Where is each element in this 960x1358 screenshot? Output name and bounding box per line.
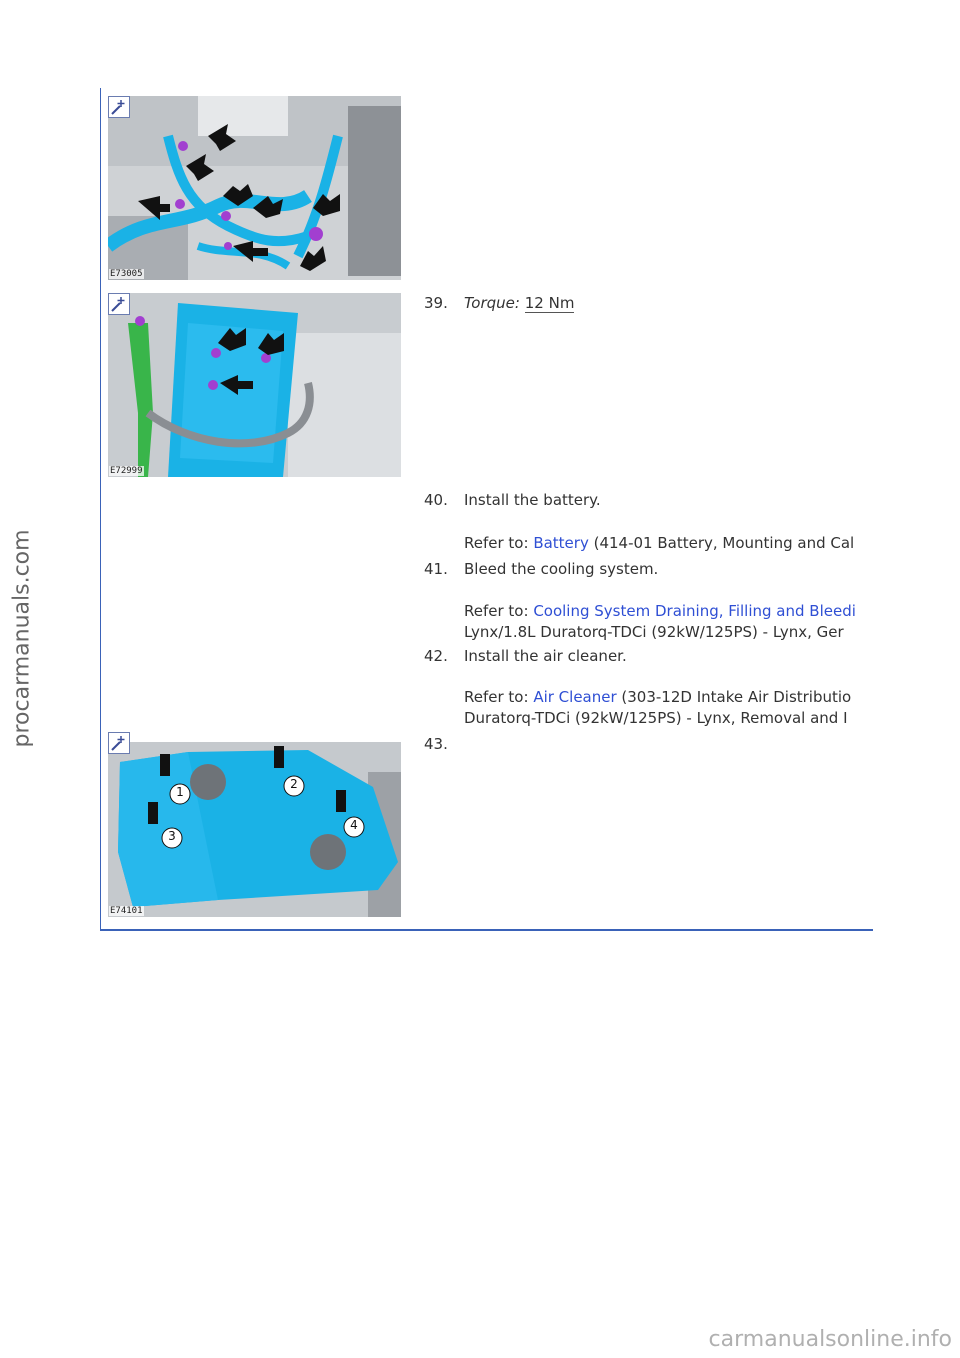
figure-code: E72999 xyxy=(110,466,143,476)
step-text: Install the air cleaner. xyxy=(464,647,627,665)
figure-illustration xyxy=(108,293,401,477)
step-text: Install the battery. xyxy=(464,491,601,509)
cooling-system-link[interactable]: Cooling System Draining, Filling and Bleedi xyxy=(533,602,856,620)
callout-2: 2 xyxy=(290,777,298,791)
battery-link[interactable]: Battery xyxy=(533,534,589,552)
air-cleaner-link[interactable]: Air Cleaner xyxy=(533,688,617,706)
step-39 xyxy=(424,294,574,312)
step-41 xyxy=(424,560,658,578)
callout-4: 4 xyxy=(350,818,358,832)
step-40 xyxy=(424,491,601,509)
step-text: Bleed the cooling system. xyxy=(464,560,659,578)
zoom-icon[interactable] xyxy=(108,293,130,315)
zoom-icon[interactable] xyxy=(108,96,130,118)
step-40-reference: Refer to: Battery (414-01 Battery, Mounting and Cal xyxy=(464,534,855,552)
frame-left-border xyxy=(100,88,101,930)
side-watermark: procarmanuals.com xyxy=(9,529,35,748)
torque-label: Torque: xyxy=(464,294,520,312)
figure-code: E73005 xyxy=(110,269,143,279)
step-number: 40. xyxy=(424,491,448,509)
figure-illustration xyxy=(108,96,401,280)
step-42 xyxy=(424,647,627,665)
callout-1: 1 xyxy=(176,785,184,799)
step-43 xyxy=(424,735,464,753)
figure-e72999[interactable] xyxy=(108,293,401,477)
bottom-watermark: carmanualsonline.info xyxy=(708,1327,952,1352)
step-number: 41. xyxy=(424,560,448,578)
torque-value: 12 Nm xyxy=(524,294,575,312)
step-number: 43. xyxy=(424,735,448,753)
step-41-reference: Refer to: Cooling System Draining, Filling and Bleedi Lynx/1.8L Duratorq-TDCi (92kW/125PS) - Lynx, Ger xyxy=(464,602,856,641)
step-number: 39. xyxy=(424,294,448,312)
step-number: 42. xyxy=(424,647,448,665)
figure-code: E74101 xyxy=(110,906,143,916)
figure-e74101[interactable] xyxy=(108,732,401,917)
figure-e73005[interactable] xyxy=(108,96,401,280)
step-42-reference: Refer to: Air Cleaner (303-12D Intake Air Distributio Duratorq-TDCi (92kW/125PS) - Lynx, Removal and I xyxy=(464,688,852,727)
callout-3: 3 xyxy=(168,829,176,843)
zoom-icon[interactable] xyxy=(108,732,130,754)
frame-bottom-border xyxy=(100,929,873,931)
